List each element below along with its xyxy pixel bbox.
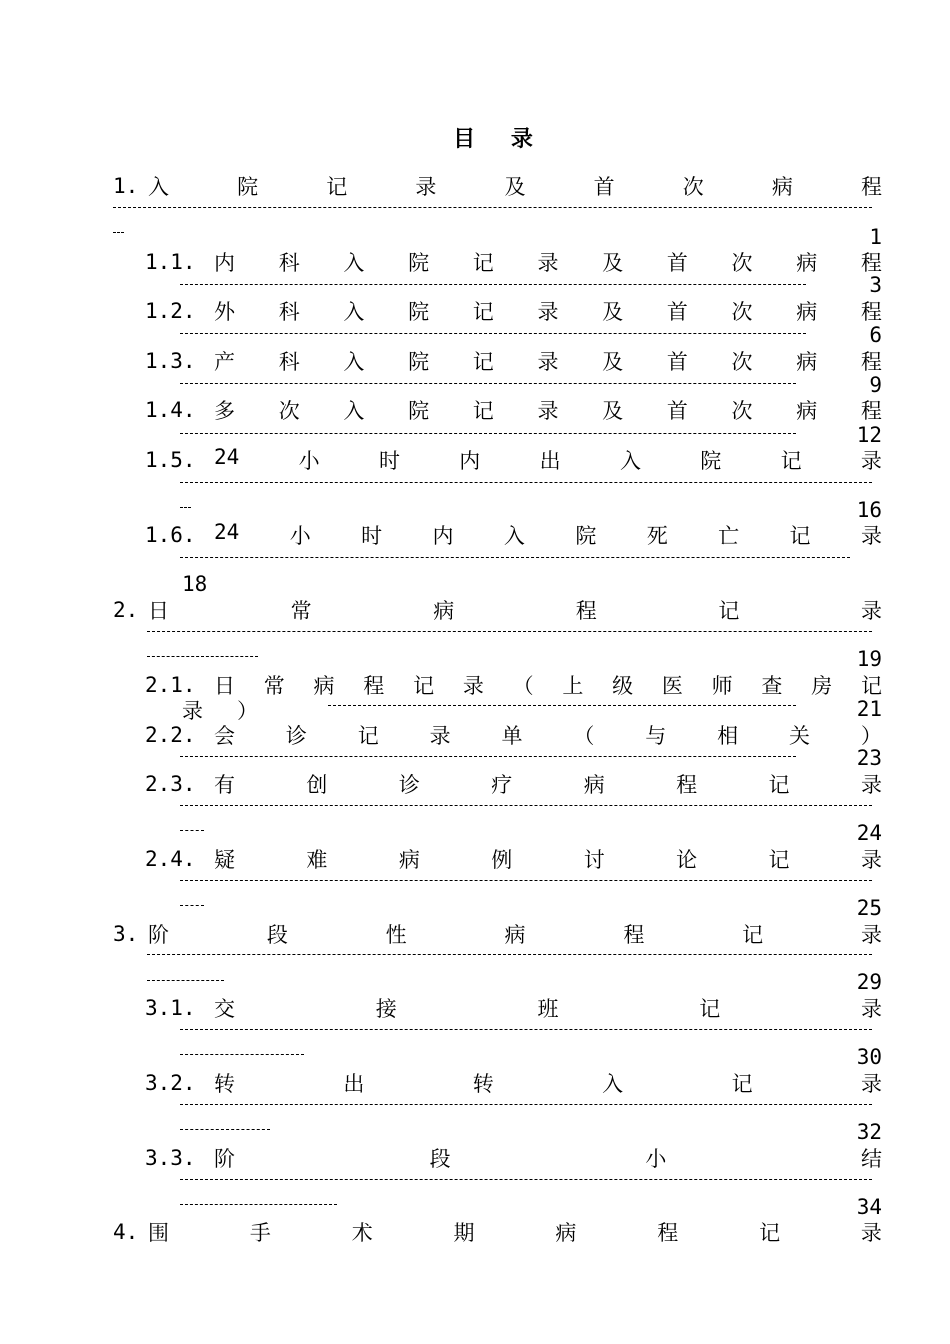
leader-line xyxy=(180,553,850,563)
toc-entry[interactable] xyxy=(145,770,882,798)
toc-entry[interactable] xyxy=(145,347,882,375)
leader-line xyxy=(180,329,806,339)
toc-entry-number: 1.6. xyxy=(145,523,196,547)
leader-line xyxy=(180,1100,872,1110)
page-number: 18 xyxy=(182,572,208,596)
toc-entry[interactable] xyxy=(113,172,882,200)
toc-entry-title: 24 小 时 内 出 入 院 记 录 xyxy=(214,445,882,473)
toc-entry-title: 外 科 入 院 记 录 及 首 次 病 程 xyxy=(214,300,882,324)
leader-line-tail xyxy=(180,1125,270,1135)
toc-entry-title: 转 出 转 入 记 录 xyxy=(214,1072,882,1096)
leader-line xyxy=(113,203,872,213)
page-number: 6 xyxy=(869,323,882,347)
toc-entry-title: 阶 段 小 结 xyxy=(214,1147,882,1171)
toc-entry-title: 疑 难 病 例 讨 论 记 录 xyxy=(214,848,882,872)
toc-entry-number: 3.2. xyxy=(145,1071,196,1095)
leader-line-tail xyxy=(113,228,124,238)
leader-line-tail xyxy=(180,1050,304,1060)
toc-entry-number: 1.4. xyxy=(145,398,196,422)
page-number: 23 xyxy=(856,746,882,770)
leader-line xyxy=(147,950,872,960)
page-number: 30 xyxy=(856,1045,882,1069)
toc-entry-number: 3. xyxy=(113,922,139,946)
page-number: 29 xyxy=(856,970,882,994)
leader-line xyxy=(180,429,796,439)
toc-entry-number: 1.2. xyxy=(145,299,196,323)
page-number: 3 xyxy=(869,273,882,297)
leader-line xyxy=(180,752,796,762)
leader-line xyxy=(180,1025,872,1035)
leader-line xyxy=(147,627,872,637)
toc-entry-number: 3.3. xyxy=(145,1146,196,1170)
leader-line xyxy=(180,478,872,488)
toc-entry-number: 2.1. xyxy=(145,673,196,697)
page-number: 21 xyxy=(856,697,882,721)
leader-line xyxy=(180,1175,872,1185)
toc-title: 目 录 xyxy=(453,127,547,152)
toc-entry[interactable] xyxy=(145,1069,882,1097)
toc-entry[interactable] xyxy=(145,446,882,474)
toc-entry[interactable] xyxy=(113,596,882,624)
toc-entry-number: 2.2. xyxy=(145,723,196,747)
leader-line-tail xyxy=(180,503,191,513)
toc-entry-number: 1.5. xyxy=(145,448,196,472)
leader-line xyxy=(180,876,872,886)
toc-entry-title: 产 科 入 院 记 录 及 首 次 病 程 xyxy=(214,350,882,374)
toc-entry-number: 4. xyxy=(113,1220,139,1244)
toc-entry-title: 有 创 诊 疗 病 程 记 录 xyxy=(214,773,882,797)
toc-entry[interactable] xyxy=(145,845,882,873)
toc-entry-number: 2.4. xyxy=(145,847,196,871)
page-number: 19 xyxy=(856,647,882,671)
leader-line-tail xyxy=(180,901,204,911)
leader-line xyxy=(180,801,872,811)
toc-entry-title: 日 常 病 程 记 录 xyxy=(148,599,882,623)
toc-entry-number: 1.1. xyxy=(145,250,196,274)
toc-entry-title: 交 接 班 记 录 xyxy=(214,997,882,1021)
toc-entry[interactable] xyxy=(113,920,882,948)
toc-entry-title: 入 院 记 录 及 首 次 病 程 xyxy=(148,175,882,199)
toc-entry-title: 日 常 病 程 记 录 （ 上 级 医 师 查 房 记 xyxy=(214,674,882,698)
leader-line xyxy=(180,280,806,290)
toc-entry[interactable] xyxy=(113,1218,882,1246)
toc-entry-number: 2.3. xyxy=(145,772,196,796)
toc-entry-number: 3.1. xyxy=(145,996,196,1020)
toc-entry-number: 2. xyxy=(113,598,139,622)
toc-entry[interactable] xyxy=(145,248,882,276)
toc-entry-title: 会 诊 记 录 单 （ 与 相 关 ） xyxy=(214,724,882,748)
page-number: 9 xyxy=(869,373,882,397)
page-number: 16 xyxy=(856,498,882,522)
toc-entry[interactable] xyxy=(145,521,882,549)
toc-entry-title: 多 次 入 院 记 录 及 首 次 病 程 xyxy=(214,399,882,423)
toc-entry-number: 1. xyxy=(113,174,139,198)
toc-entry-number: 1.3. xyxy=(145,349,196,373)
toc-entry-title: 阶 段 性 病 程 记 录 xyxy=(148,923,882,947)
page-number: 25 xyxy=(856,896,882,920)
leader-line-tail xyxy=(147,652,258,662)
page-number: 34 xyxy=(856,1195,882,1219)
leader-line xyxy=(180,379,796,389)
leader-line-tail xyxy=(147,976,224,986)
toc-entry[interactable] xyxy=(145,994,882,1022)
toc-entry-title-continued: 录） xyxy=(182,699,292,723)
page-number: 12 xyxy=(856,423,882,447)
page-number: 1 xyxy=(869,225,882,249)
toc-entry-title: 围 手 术 期 病 程 记 录 xyxy=(148,1221,882,1245)
toc-entry-title: 内 科 入 院 记 录 及 首 次 病 程 xyxy=(214,251,882,275)
page-number: 24 xyxy=(856,821,882,845)
toc-entry[interactable] xyxy=(145,297,882,325)
page-number: 32 xyxy=(856,1120,882,1144)
toc-entry-title: 24 小 时 内 入 院 死 亡 记 录 xyxy=(214,520,882,548)
toc-entry[interactable] xyxy=(145,721,882,749)
leader-line xyxy=(328,701,796,711)
toc-entry[interactable] xyxy=(145,396,882,424)
toc-entry[interactable] xyxy=(145,1144,882,1172)
leader-line-tail xyxy=(180,1200,337,1210)
leader-line-tail xyxy=(180,826,204,836)
